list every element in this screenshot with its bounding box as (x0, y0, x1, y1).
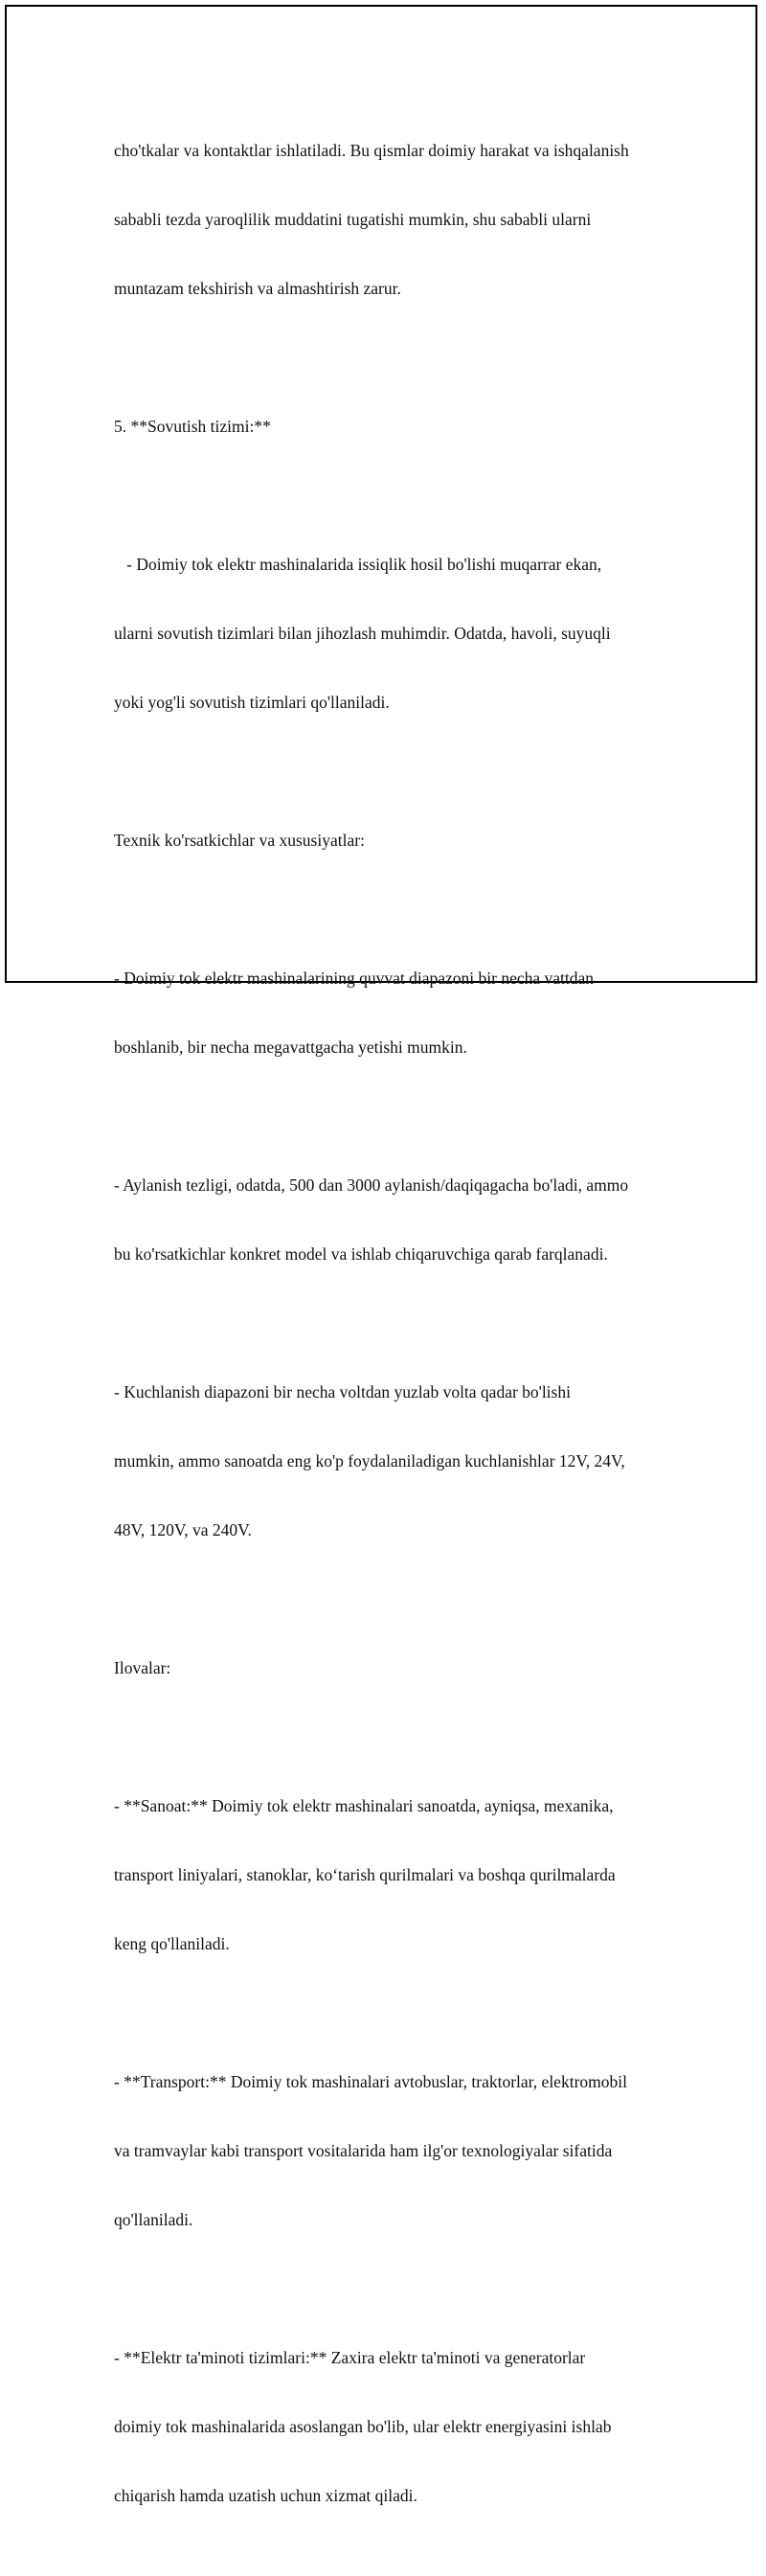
text-line: 5. **Sovutish tizimi:** (114, 417, 271, 436)
text-line: muntazam tekshirish va almashtirish zarur. (114, 279, 401, 298)
list-item-industry (114, 1748, 669, 2001)
text-line: yoki yog'li sovutish tizimlari qo'llaniladi. (114, 693, 390, 712)
list-item-power-supply (114, 2300, 669, 2553)
text-line: sababli tezda yaroqlilik muddatini tugatishi mumkin, shu sababli ularni (114, 210, 592, 229)
text-line: cho'tkalar va kontaktlar ishlatiladi. Bu qismlar doimiy harakat va ishqalanish (114, 141, 629, 160)
text-line: va tramvaylar kabi transport vositalarida ham ilg'or texnologiyalar sifatida (114, 2141, 613, 2160)
text-line: - Doimiy tok elektr mashinalarida issiqlik hosil bo'lishi muqarrar ekan, (114, 555, 602, 574)
paragraph-cooling (114, 507, 669, 760)
text-line: - Kuchlanish diapazoni bir necha voltdan yuzlab volta qadar bo'lishi (114, 1382, 571, 1402)
document-page (5, 5, 757, 2505)
text-line: - **Transport:** Doimiy tok mashinalari avtobuslar, traktorlar, elektromobil (114, 2072, 627, 2091)
text-line: doimiy tok mashinalarida asoslangan bo'lib, ular elektr energiyasini ishlab (114, 2417, 612, 2436)
paragraph-brushes-contacts (114, 93, 669, 346)
text-line: - Aylanish tezligi, odatda, 500 dan 3000 aylanish/daqiqagacha bo'ladi, ammo (114, 1175, 629, 1195)
text-line: - **Sanoat:** Doimiy tok elektr mashinalari sanoatda, ayniqsa, mexanika, (114, 1796, 614, 1815)
text-line: boshlanib, bir necha megavattgacha yetishi mumkin. (114, 1037, 467, 1057)
text-line: Ilovalar: (114, 1658, 171, 1677)
list-item-power-range (114, 921, 669, 1105)
text-line: Texnik ko'rsatkichlar va xususiyatlar: (114, 831, 365, 850)
text-line: transport liniyalari, stanoklar, ko‘tarish qurilmalari va boshqa qurilmalarda (114, 1865, 616, 1884)
list-item-voltage-range (114, 1334, 669, 1587)
text-line: ularni sovutish tizimlari bilan jihozlash muhimdir. Odatda, havoli, suyuqli (114, 624, 611, 643)
text-line: mumkin, ammo sanoatda eng ko'p foydalaniladigan kuchlanishlar 12V, 24V, (114, 1451, 625, 1470)
text-line: 48V, 120V, va 240V. (114, 1520, 252, 1539)
list-item-rotation-speed (114, 1128, 669, 1311)
text-line: chiqarish hamda uzatish uchun xizmat qiladi. (114, 2486, 417, 2505)
section-heading-cooling (114, 369, 669, 484)
text-line: bu ko'rsatkichlar konkret model va ishlab chiqaruvchiga qarab farqlanadi. (114, 1244, 608, 1264)
text-line: keng qo'llaniladi. (114, 1934, 230, 1953)
section-heading-specs (114, 783, 669, 898)
text-line: - **Elektr ta'minoti tizimlari:** Zaxira elektr ta'minoti va generatorlar (114, 2348, 586, 2367)
document-body (114, 93, 669, 2576)
section-heading-applications (114, 1610, 669, 1725)
list-item-transport (114, 2024, 669, 2277)
text-line: - Doimiy tok elektr mashinalarining quvvat diapazoni bir necha vattdan (114, 969, 595, 988)
text-line: qo'llaniladi. (114, 2210, 193, 2229)
